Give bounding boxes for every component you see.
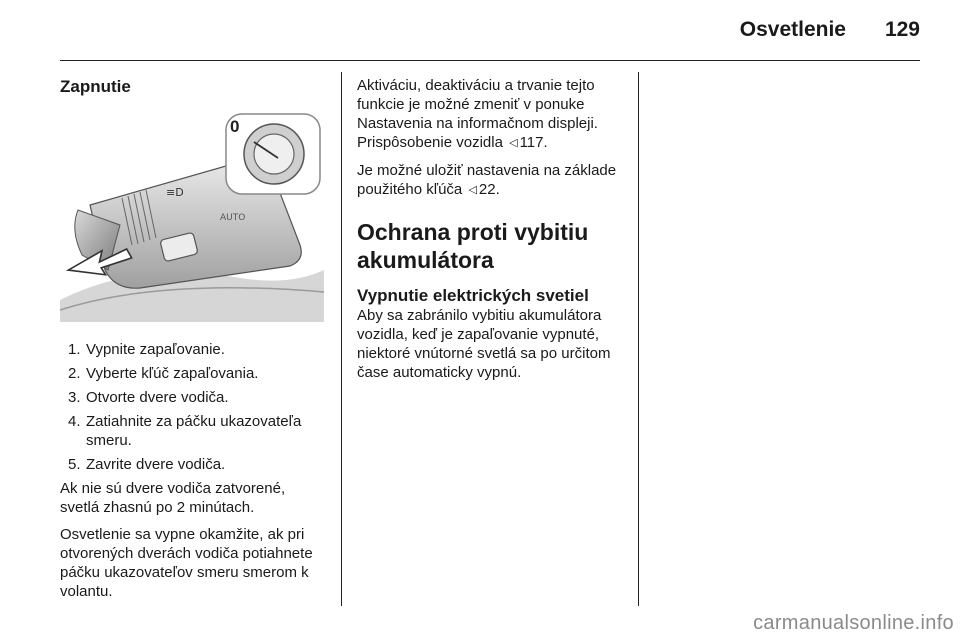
- paragraph-battery-protection: Aby sa zabránilo vybitiu akumulátora vozidla, keď je zapaľovanie vypnuté, niektoré vnútorné svetlá sa po určitom čase automaticky vypnú.: [357, 307, 611, 381]
- paragraph-settings: Aktiváciu, deaktiváciu a trvanie tejto funkcie je možné zmeniť v ponuke Nastavenia na informačnom displeji. Prispôsobenie vozidla ◁ 117.: [357, 77, 598, 151]
- list-item: 5. Zavrite dvere vodiča.: [68, 456, 226, 473]
- steps-list: [60, 340, 328, 474]
- list-item: 1. Vypnite zapaľovanie.: [68, 341, 225, 358]
- page-reference-link[interactable]: 117.: [519, 134, 548, 151]
- list-item: 4. Zatiahnite za páčku ukazovateľa smeru.: [68, 413, 302, 449]
- column-middle: [357, 76, 627, 390]
- section-heading-battery: Ochrana proti vybitiu akumulátora: [357, 219, 589, 273]
- paragraph-doors-open: Ak nie sú dvere vodiča zatvorené, svetlá zhasnú po 2 minútach.: [60, 480, 286, 516]
- page-reference-link[interactable]: 22.: [478, 181, 500, 198]
- paragraph-lights-off: Osvetlenie sa vypne okamžite, ak pri otvorených dverách vodiča potiahnete páčku ukazovateľov smeru smerom k volantu.: [60, 526, 313, 600]
- section-heading-zapnutie: Zapnutie: [60, 77, 131, 96]
- header-rule: [60, 60, 920, 61]
- subsection-heading-lights: Vypnutie elektrických svetiel: [357, 286, 589, 305]
- page-ref-icon: ◁: [468, 184, 477, 196]
- page-ref-icon: ◁: [509, 137, 518, 149]
- turn-signal-lever-illustration: [60, 110, 324, 322]
- page-number: 129: [884, 18, 920, 41]
- list-item: 3. Otvorte dvere vodiča.: [68, 389, 229, 406]
- column-left: [60, 76, 328, 609]
- ignition-position-label: 0: [230, 117, 240, 136]
- list-item: 2. Vyberte kľúč zapaľovania.: [68, 365, 259, 382]
- svg-text:AUTO: AUTO: [220, 213, 246, 223]
- watermark: carmanualsonline.info: [753, 612, 954, 634]
- paragraph-key-settings: Je možné uložiť nastavenia na základe použitého kľúča ◁ 22.: [357, 162, 617, 198]
- svg-text:≡D: ≡D: [166, 186, 184, 199]
- column-divider-right: [638, 72, 639, 606]
- page-header-title: Osvetlenie: [739, 18, 846, 41]
- column-divider-left: [341, 72, 342, 606]
